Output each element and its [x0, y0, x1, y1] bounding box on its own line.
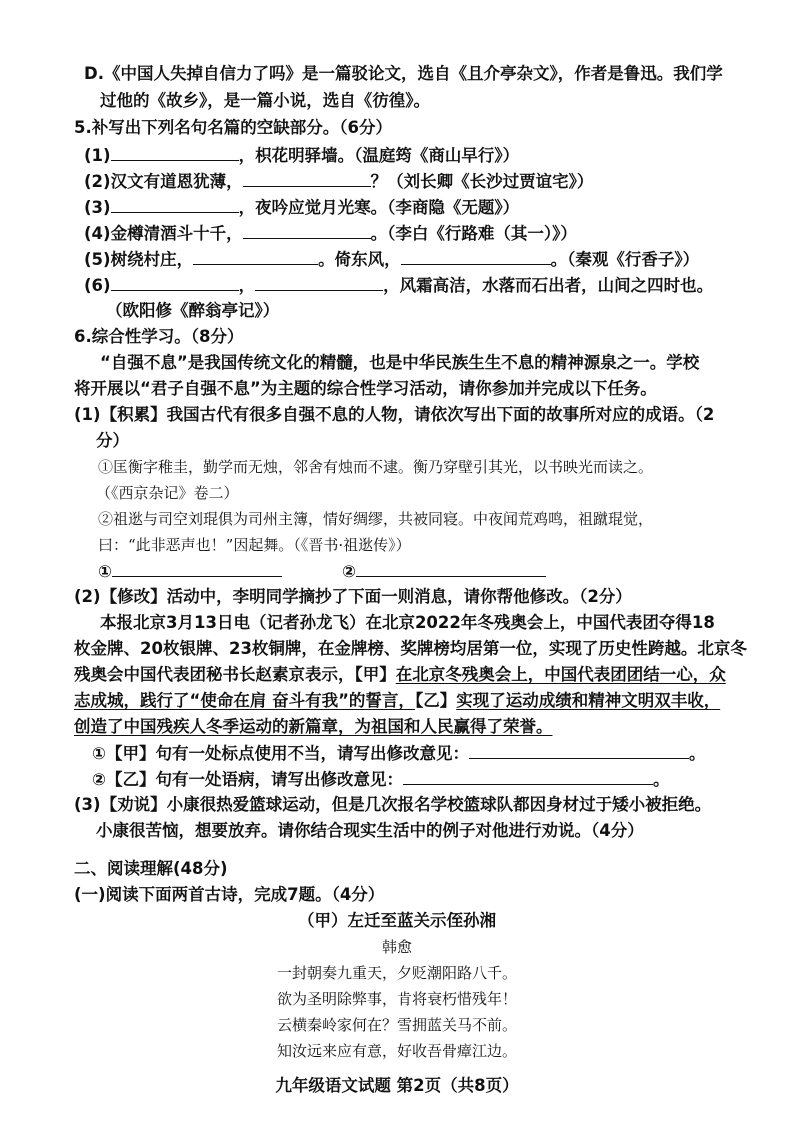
news-line3 — [74, 663, 726, 687]
item-number: (2) — [84, 172, 111, 191]
news-line1: 本报北京3月13日电（记者孙龙飞）在北京2022年冬残奥会上，中国代表团夺得18 — [100, 613, 715, 632]
answer-blank[interactable] — [255, 273, 383, 291]
sentence-yi: 实现了运动成绩和精神文明双丰收， — [456, 691, 721, 710]
q4-option-d-line1: D.《中国人失掉自信力了吗》是一篇驳论文，选自《且介亭杂文》，作者是鲁迅。我们学 — [84, 64, 723, 83]
item-number: (5) — [84, 250, 111, 269]
q6-part3-line2: 小康很苦恼，想要放弃。请你结合现实生活中的例子对他进行劝说。（4分） — [96, 821, 644, 840]
revision-blank-yi[interactable] — [403, 767, 653, 785]
item-source: ？（刘长卿《长沙过贾谊宅》） — [370, 172, 594, 191]
q4-option-d-line2: 过他的《故乡》，是一篇小说，选自《彷徨》。 — [100, 91, 430, 110]
q5-item-6 — [84, 273, 713, 298]
marker-yi: 【乙】 — [414, 691, 457, 710]
story1-line1: ①匡衡字稚圭，勤学而无烛，邻舍有烛而不逮。衡乃穿壁引其光，以书映光而读之。 — [98, 458, 654, 476]
q6-part3-line1: (3)【劝说】小康很热爱篮球运动，但是几次报名学校篮球队都因身材过于矮小被拒绝。 — [74, 795, 712, 814]
page-footer: 九年级语文试题 第2页（共8页） — [275, 1076, 519, 1095]
item-number: (6) — [84, 276, 111, 295]
poem-author: 韩愈 — [381, 938, 412, 956]
idiom-answers — [98, 559, 546, 584]
q6-intro-line2: 将开展以“君子自强不息”为主题的综合性学习活动，请你参加并完成以下任务。 — [74, 379, 657, 398]
item-text: ，枳花明驿墙。（温庭筠《商山早行》） — [238, 146, 520, 165]
poem-line-2: 欲为圣明除弊事，肯将衰朽惜残年！ — [276, 990, 517, 1008]
q6-part2-line1: (2)【修改】活动中，李明同学摘抄了下面一则消息，请你帮他修改。（2分） — [74, 587, 632, 606]
item-text-mid: 。倚东风， — [318, 250, 401, 269]
sentence-jia: 在北京冬残奥会上，中国代表团团结一心，众 — [395, 665, 726, 684]
q6-part1-line1: (1)【积累】我国古代有很多自强不息的人物，请依次写出下面的故事所对应的成语。（2 — [74, 405, 715, 424]
question-text: ①【甲】句有一处标点使用不当，请写出修改意见： — [92, 744, 469, 763]
item-source: 。（李白《行路难（其一）》） — [370, 224, 577, 243]
item-number: (1) — [84, 146, 111, 165]
poem-line-3: 云横秦岭家何在？雪拥蓝关马不前。 — [276, 1016, 517, 1034]
q6-yi-question: ②【乙】句有一处语病，请写出修改意见： 。 — [92, 767, 669, 792]
q5-item-5 — [84, 247, 699, 272]
news-text: 残奥会中国代表团秘书长赵素京表示，【甲】 — [74, 665, 396, 684]
item-text: ，夜吟应觉月光寒。（李商隐《无题》） — [238, 198, 520, 217]
answer-blank[interactable] — [111, 273, 239, 291]
story2-line2: 曰：“此非恶声也！”因起舞。（《晋书·祖逖传》） — [98, 536, 411, 554]
q5-item-2 — [84, 169, 593, 194]
news-line4 — [74, 689, 720, 713]
answer-blank[interactable] — [111, 195, 239, 213]
news-line5 — [74, 715, 553, 739]
q5-title: 5.补写出下列名句名篇的空缺部分。（6分） — [74, 118, 392, 137]
q6-jia-question: ①【甲】句有一处标点使用不当，请写出修改意见： 。 — [92, 741, 705, 766]
q5-item-1 — [84, 143, 519, 168]
answer-marker-1: ① — [98, 562, 112, 581]
sentence-yi-cont: 创造了中国残疾人冬季运动的新篇章，为祖国和人民赢得了荣誉。 — [74, 717, 553, 736]
poem-title: （甲）左迁至蓝关示侄孙湘 — [298, 911, 496, 930]
item-text: 金樽清酒斗十千， — [110, 224, 243, 243]
story2-line1: ②祖逖与司空刘琨俱为司州主簿，情好绸缪，共被同寝。中夜闻荒鸡鸣，祖蹴琨觉， — [98, 510, 654, 528]
item-number: (3) — [84, 198, 111, 217]
answer-blank[interactable] — [193, 247, 318, 265]
section2-title: 二、阅读理解(48分) — [74, 859, 228, 878]
revision-blank-jia[interactable] — [469, 741, 689, 759]
poem-line-4: 知汝远来应有意，好收吾骨瘴江边。 — [276, 1042, 517, 1060]
q6-intro-line1: “自强不息”是我国传统文化的精髓，也是中华民族生生不息的精神源泉之一。学校 — [100, 353, 700, 372]
item-source: 。（秦观《行香子》） — [550, 250, 700, 269]
item-text: 树绕村庄， — [110, 250, 194, 269]
answer-blank[interactable] — [243, 169, 371, 187]
item-number: (4) — [84, 224, 111, 243]
idiom-blank-2[interactable] — [356, 559, 546, 577]
section2-subtitle: (一)阅读下面两首古诗，完成7题。（4分） — [74, 885, 385, 904]
q5-item-3 — [84, 195, 519, 220]
q5-item-6-source: （欧阳修《醉翁亭记》） — [106, 301, 280, 320]
item-text: 汉文有道恩犹薄， — [110, 172, 243, 191]
story1-line2: （《西京杂记》卷二） — [96, 484, 239, 502]
sentence-jia-cont: 志成城，践行了“使命在肩 奋斗有我”的誓言， — [74, 691, 415, 710]
q5-item-4 — [84, 221, 577, 246]
news-line2: 枚金牌、20枚银牌、23枚铜牌，在金牌榜、奖牌榜均居第一位，实现了历史性跨越。北京冬 — [74, 639, 747, 658]
q6-title: 6.综合性学习。（8分） — [74, 327, 244, 346]
answer-marker-2: ② — [341, 562, 356, 581]
answer-blank[interactable] — [111, 143, 239, 161]
item-text: ，风霜高洁，水落而石出者，山间之四时也。 — [383, 276, 714, 295]
answer-blank[interactable] — [401, 247, 551, 265]
idiom-blank-1[interactable] — [112, 559, 282, 577]
q6-part1-line2: 分） — [96, 431, 129, 450]
item-sep: ， — [238, 276, 256, 295]
answer-blank[interactable] — [243, 221, 371, 239]
poem-line-1: 一封朝奏九重天，夕贬潮阳路八千。 — [276, 964, 517, 982]
question-text: ②【乙】句有一处语病，请写出修改意见： — [92, 770, 403, 789]
